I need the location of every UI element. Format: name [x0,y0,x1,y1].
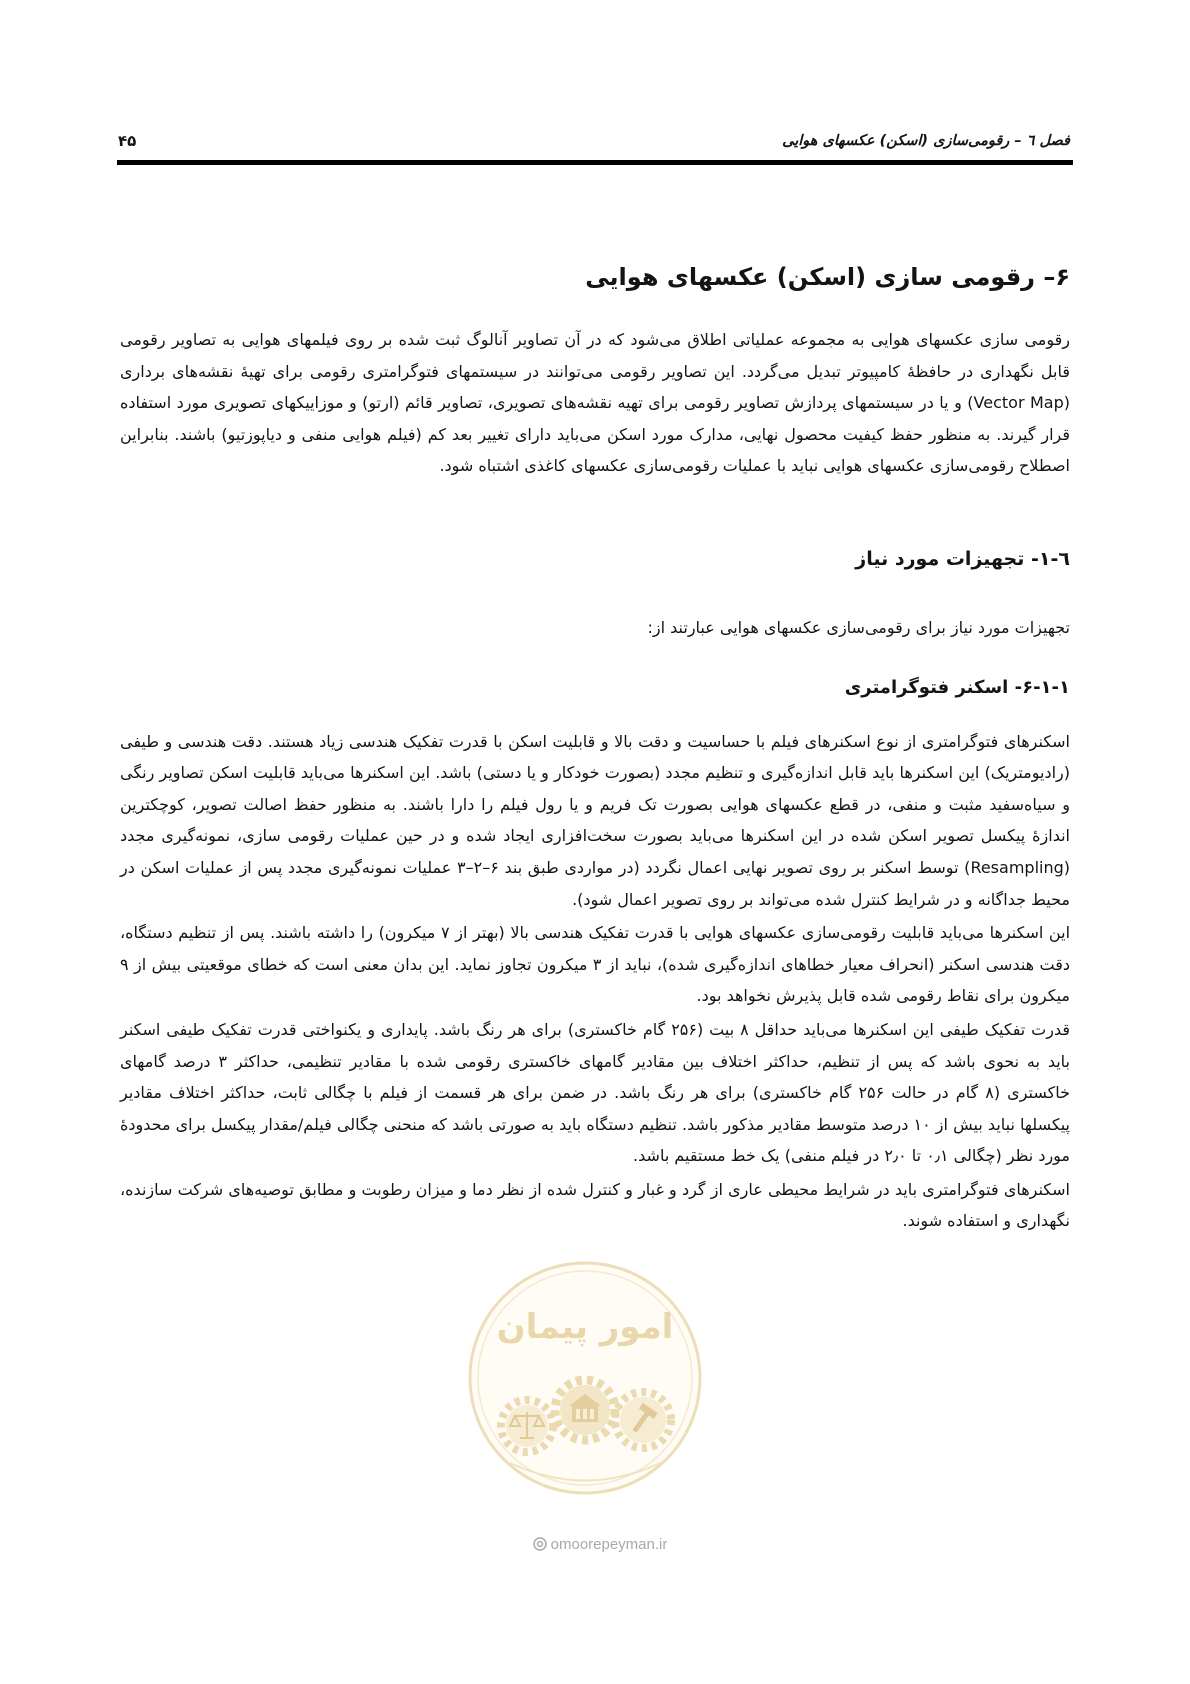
page-header [118,127,1070,155]
page-title: ۶– رقومی سازی (اسکن) عکسهای هوایی [585,263,1070,291]
watermark-url-text: omoorepeyman.ir [550,1535,668,1553]
subsection-body [120,726,1070,1238]
intro-paragraph: رقومی سازی عکسهای هوایی به مجموعه عملیاتی اطلاق می‌شود که در آن تصاویر آنالوگ ثبت شده بر روی فیلمهای هوایی به تصاویر رقومی قابل نگهداری در حافظۀ کامپیوتر تبدیل می‌گردد. این تصاویر رقومی می‌توانند در سیستمهای فتوگرامتری رقومی برای تهیۀ نقشه‌های برداری (Vector Map) و یا در سیستمهای پردازش تصاویر رقومی برای تهیه نقشه‌های تصویری، تصاویر قائم (ارتو) و موزاییکهای تصویری مورد استفاده قرار گیرند. به منظور حفظ کیفیت محصول نهایی، مدارک مورد اسکن می‌باید دارای تغییر بعد کم (فیلم هوایی منفی و دیاپوزتیو) باشند. بنابراین اصطلاح رقومی‌سازی عکسهای هوایی نباید با عملیات رقومی‌سازی عکسهای کاغذی اشتباه شود. [120,330,1070,476]
watermark-logo [465,1258,705,1498]
paragraph: قدرت تفکیک طیفی این اسکنرها می‌باید حداقل ۸ بیت (۲۵۶ گام خاکستری) برای هر رنگ باشد. پایداری و یکنواختی قدرت تفکیک طیفی اسکنر باید به نحوی باشد که پس از تنظیم، حداکثر اختلاف بین مقادیر گامهای خاکستری رقومی شده با مقادیر تنظیمی، حداکثر ۳ درصد گامهای خاکستری (۸ گام در حالت ۲۵۶ گام خاکستری) برای هر رنگ باشد. در ضمن برای هر قسمت از فیلم با چگالی ثابت، حداکثر اختلاف مقادیر پیکسلها نباید بیش از ۱۰ درصد متوسط مقادیر مذکور باشد. تنظیم دستگاه باید به صورتی باشد که منحنی چگالی فیلم/مقدار پیکسل برای محدودۀ مورد نظر (چگالی ۰٫۱ تا ۲٫۰ در فیلم منفی) یک خط مستقیم باشد. [120,1019,1071,1166]
paragraph: اسکنرهای فتوگرامتری از نوع اسکنرهای فیلم با حساسیت و دقت بالا و قابلیت اسکن با قدرت تفکیک هندسی زیاد هستند. دقت هندسی و طیفی (رادیومتریک) این اسکنرها باید قابل اندازه‌گیری و تنظیم مجدد (بصورت خودکار و یا دستی) باشد. این اسکنرها می‌باید قابلیت اسکن تصاویر رنگی و سیاه‌سفید مثبت و منفی، در قطع عکسهای هوایی بصورت تک فریم و یا رول فیلم را دارا باشند. به منظور حفظ اصالت تصویر، کوچکترین اندازۀ پیکسل تصویر اسکن شده در این اسکنرها می‌باید بصورت سخت‌افزاری ایجاد شده و در حین عملیات رقومی سازی، نمونه‌گیری مجدد (Resampling) توسط اسکنر بر روی تصویر نهایی اعمال نگردد (در مواردی طبق بند ۶–۲–۳ عملیات نمونه‌گیری مجدد پس از عملیات اسکن در محیط جداگانه و در شرایط کنترل شده می‌تواند بر روی تصویر اعمال شود). [120,731,1070,909]
paragraph: این اسکنرها می‌باید قابلیت رقومی‌سازی عکسهای هوایی با قدرت تفکیک هندسی بالا (بهتر از ۷ میکرون) را داشته باشند. پس از تنظیم دستگاه، دقت هندسی اسکنر (انحراف معیار خطاهای اندازه‌گیری شده)، نباید از ۳ میکرون تجاوز نماید. این بدان معنی است که خطای موقعیتی بیش از ۹ میکرون برای نقاط رقومی شده قابل پذیرش نخواهد بود. [120,923,1071,1006]
logo-text: امور پیمان [496,1307,674,1347]
chapter-title: فصل ٦ – رقومی‌سازی (اسکن) عکسهای هوایی [782,133,1070,149]
page-number: ۴۵ [118,132,137,150]
section-heading: ٦-۱- تجهیزات مورد نیاز [855,547,1070,570]
logo-outer-ring [470,1263,700,1493]
subsection-heading: ۶-۱-۱- اسکنر فتوگرامتری [844,676,1070,698]
paragraph: اسکنرهای فتوگرامتری باید در شرایط محیطی عاری از گرد و غبار و کنترل شده از نظر دما و میزان رطوبت و مطابق توصیه‌های شرکت سازنده، نگهداری و استفاده شوند. [120,1179,1070,1231]
web-icon [533,1537,547,1551]
page-content [120,252,1070,1237]
header-rule [117,160,1073,165]
section-intro: تجهیزات مورد نیاز برای رقومی‌سازی عکسهای هوایی عبارتند از: [647,617,1070,637]
watermark-url [500,1533,700,1555]
